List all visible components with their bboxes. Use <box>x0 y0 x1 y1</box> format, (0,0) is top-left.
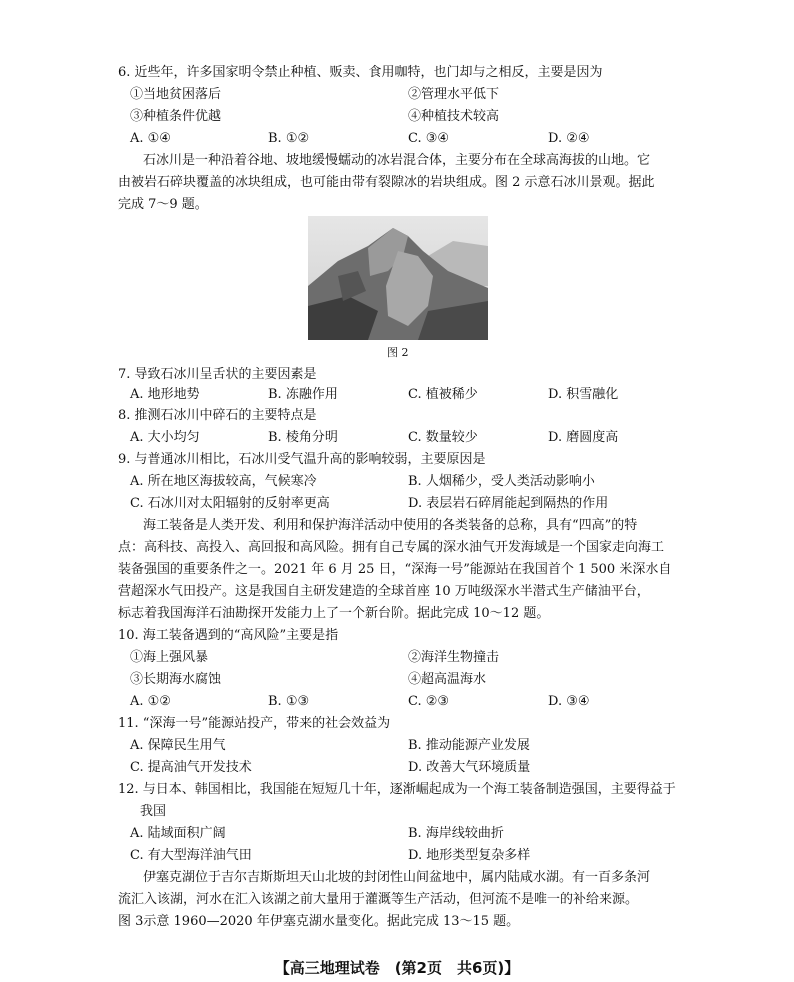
passage1-line3: 完成 7～9 题。 <box>118 197 208 212</box>
q8-choice-d: D. 磨圆度高 <box>548 430 619 445</box>
page-footer: 【高三地理试卷 (第2页 共6页)】 <box>274 959 520 977</box>
q10-choice-c: C. ②③ <box>408 694 450 709</box>
q10-option-3: ③长期海水腐蚀 <box>130 672 222 687</box>
rock-glacier-photo <box>308 216 488 340</box>
q10-choice-b: B. ①③ <box>268 694 310 709</box>
q11-choice-b: B. 推动能源产业发展 <box>408 738 530 753</box>
q8-choice-b: B. 棱角分明 <box>268 430 338 445</box>
q6-choice-d: D. ②④ <box>548 131 590 146</box>
q6-option-2: ②管理水平低下 <box>408 87 500 102</box>
q11-choice-d: D. 改善大气环境质量 <box>408 760 531 775</box>
q6-option-3: ③种植条件优越 <box>130 109 222 124</box>
q12-stem-line1: 12. 与日本、韩国相比，我国能在短短几十年，逐渐崛起成为一个海工装备制造强国，主要得益于 <box>118 782 676 797</box>
q7-stem: 7. 导致石冰川呈舌状的主要因素是 <box>118 367 317 382</box>
q12-choice-b: B. 海岸线较曲折 <box>408 826 504 841</box>
q10-choice-d: D. ③④ <box>548 694 590 709</box>
q10-option-1: ①海上强风暴 <box>130 650 209 665</box>
passage2-line3: 装备强国的重要条件之一。2021 年 6 月 25 日，“深海一号”能源站在我国首个 1 500 米深水自 <box>118 562 672 577</box>
passage2-line2: 点：高科技、高投入、高回报和高风险。拥有自己专属的深水油气开发海域是一个国家走向海工 <box>118 540 665 555</box>
q8-stem: 8. 推测石冰川中碎石的主要特点是 <box>118 408 317 423</box>
q10-option-4: ④超高温海水 <box>408 672 487 687</box>
q12-choice-c: C. 有大型海洋油气田 <box>130 848 252 863</box>
passage1-line2: 由被岩石碎块覆盖的冰块组成，也可能由带有裂隙冰的岩块组成。图 2 示意石冰川景观。据此 <box>118 175 655 190</box>
figure-2-caption: 图 2 <box>387 346 409 359</box>
q9-choice-b: B. 人烟稀少，受人类活动影响小 <box>408 474 595 489</box>
q12-stem-line2: 我国 <box>140 804 167 819</box>
passage2-line5: 标志着我国海洋石油勘探开发能力上了一个新台阶。据此完成 10～12 题。 <box>118 606 550 621</box>
q6-option-1: ①当地贫困落后 <box>130 87 222 102</box>
q12-choice-a: A. 陆域面积广阔 <box>130 826 226 841</box>
passage2-line1: 海工装备是人类开发、利用和保护海洋活动中使用的各类装备的总称，具有“四高”的特 <box>143 518 638 533</box>
q9-choice-c: C. 石冰川对太阳辐射的反射率更高 <box>130 496 330 511</box>
q9-choice-d: D. 表层岩石碎屑能起到隔热的作用 <box>408 496 609 511</box>
q6-choice-a: A. ①④ <box>130 131 171 146</box>
q11-choice-a: A. 保障民生用气 <box>130 738 226 753</box>
q10-option-2: ②海洋生物撞击 <box>408 650 500 665</box>
q7-choice-a: A. 地形地势 <box>130 387 200 402</box>
q9-choice-a: A. 所在地区海拔较高，气候寒冷 <box>130 474 317 489</box>
passage3-line1: 伊塞克湖位于吉尔吉斯斯坦天山北坡的封闭性山间盆地中，属内陆咸水湖。有一百多条河 <box>143 870 651 885</box>
passage2-line4: 营超深水气田投产。这是我国自主研发建造的全球首座 10 万吨级深水半潜式生产储油平台， <box>118 584 650 599</box>
q6-option-4: ④种植技术较高 <box>408 109 500 124</box>
q11-stem: 11. “深海一号”能源站投产，带来的社会效益为 <box>118 716 391 731</box>
passage3-line3: 图 3示意 1960—2020 年伊塞克湖水量变化。据此完成 13～15 题。 <box>118 914 520 929</box>
passage1-line1: 石冰川是一种沿着谷地、坡地缓慢蠕动的冰岩混合体，主要分布在全球高海拔的山地。它 <box>143 153 651 168</box>
q6-stem: 6. 近些年，许多国家明令禁止种植、贩卖、食用咖特，也门却与之相反，主要是因为 <box>118 65 603 80</box>
q12-choice-d: D. 地形类型复杂多样 <box>408 848 531 863</box>
q8-choice-c: C. 数量较少 <box>408 430 478 445</box>
q8-choice-a: A. 大小均匀 <box>130 430 200 445</box>
q7-choice-c: C. 植被稀少 <box>408 387 478 402</box>
q10-stem: 10. 海工装备遇到的“高风险”主要是指 <box>118 628 339 643</box>
mountain-landscape-image <box>308 216 488 340</box>
passage3-line2: 流汇入该湖，河水在汇入该湖之前大量用于灌溉等生产活动，但河流不是唯一的补给来源。 <box>118 892 639 907</box>
q6-choice-b: B. ①② <box>268 131 310 146</box>
q7-choice-d: D. 积雪融化 <box>548 387 619 402</box>
q6-choice-c: C. ③④ <box>408 131 450 146</box>
q7-choice-b: B. 冻融作用 <box>268 387 338 402</box>
q9-stem: 9. 与普通冰川相比，石冰川受气温升高的影响较弱，主要原因是 <box>118 452 486 467</box>
q11-choice-c: C. 提高油气开发技术 <box>130 760 252 775</box>
q10-choice-a: A. ①② <box>130 694 171 709</box>
